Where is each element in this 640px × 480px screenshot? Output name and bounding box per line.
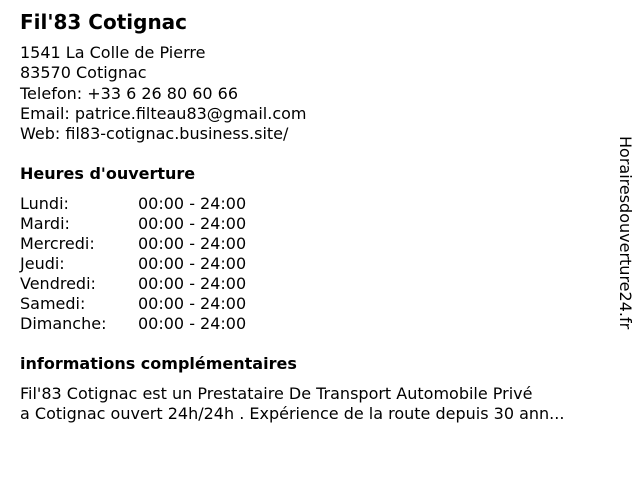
time-range: 00:00 - 24:00: [138, 294, 247, 313]
business-name: Fil'83 Cotignac: [20, 10, 188, 34]
contact-block: [20, 43, 307, 144]
time-range: 00:00 - 24:00: [138, 314, 247, 333]
day-label: Lundi:: [20, 194, 69, 213]
opening-hours-table: [20, 194, 246, 334]
website-link[interactable]: Web: fil83-cotignac.business.site/: [20, 124, 289, 144]
address-street: 1541 La Colle de Pierre: [20, 43, 206, 62]
time-range: 00:00 - 24:00: [138, 194, 247, 213]
hours-row-saturday: [20, 294, 246, 314]
time-range: 00:00 - 24:00: [138, 254, 247, 273]
hours-row-wednesday: [20, 234, 246, 254]
day-label: Samedi:: [20, 294, 86, 313]
additional-info-heading: informations complémentaires: [20, 354, 297, 373]
site-brand-vertical: Horairesdouverture24.fr: [616, 136, 635, 330]
time-range: 00:00 - 24:00: [138, 274, 247, 293]
day-label: Mercredi:: [20, 234, 95, 253]
time-range: 00:00 - 24:00: [138, 214, 247, 233]
address-city: 83570 Cotignac: [20, 63, 147, 83]
email-address[interactable]: Email: patrice.filteau83@gmail.com: [20, 103, 307, 123]
hours-row-friday: [20, 274, 246, 294]
day-label: Vendredi:: [20, 274, 96, 293]
hours-row-sunday: [20, 314, 246, 334]
hours-row-tuesday: [20, 214, 246, 234]
day-label: Dimanche:: [20, 314, 107, 333]
info-line-1: Fil'83 Cotignac est un Prestataire De Transport Automobile Privé: [20, 384, 533, 403]
info-line-2: a Cotignac ouvert 24h/24h . Expérience de la route depuis 30 ann...: [20, 404, 565, 423]
hours-row-monday: [20, 194, 246, 214]
additional-info-text: [20, 384, 618, 424]
opening-hours-heading: Heures d'ouverture: [20, 164, 196, 183]
day-label: Mardi:: [20, 214, 70, 233]
time-range: 00:00 - 24:00: [138, 234, 247, 253]
phone-number[interactable]: Telefon: +33 6 26 80 60 66: [20, 83, 239, 103]
hours-row-thursday: [20, 254, 246, 274]
day-label: Jeudi:: [20, 254, 65, 273]
